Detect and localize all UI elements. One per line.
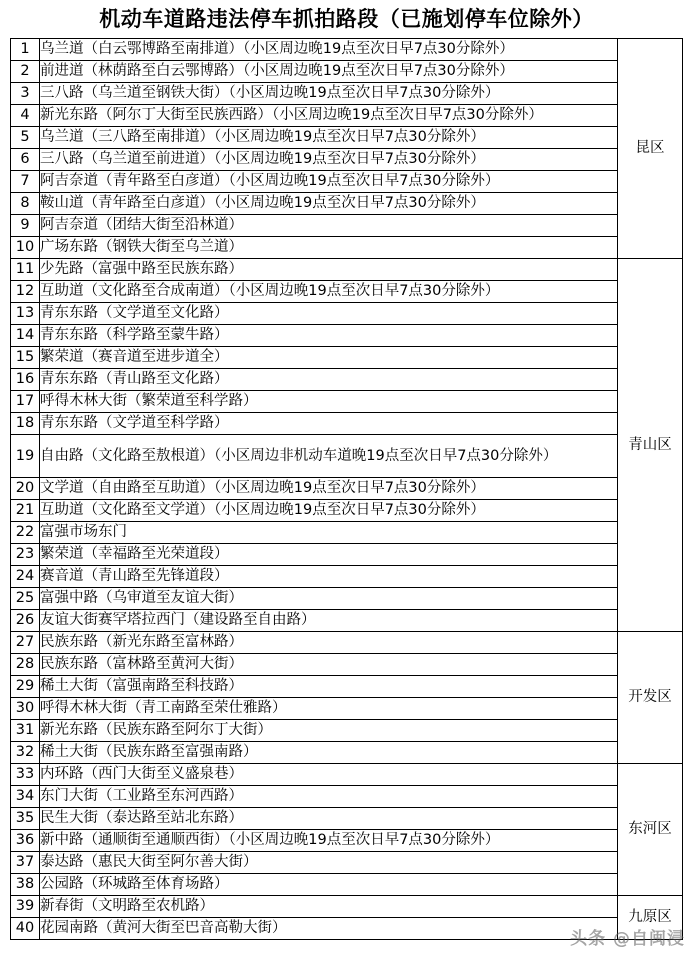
table-row [11,193,683,215]
row-index: 21 [11,500,40,522]
table-row [11,149,683,171]
row-index: 34 [11,786,40,808]
row-index: 16 [11,369,40,391]
row-index: 12 [11,281,40,303]
row-index: 25 [11,588,40,610]
road-segment-cell: 呼得木林大街（青工南路至荣仕雅路） [40,698,618,720]
row-index: 9 [11,215,40,237]
road-segment-cell: 三八路（乌兰道至前进道）（小区周边晚19点至次日早7点30分除外） [40,149,618,171]
table-row [11,852,683,874]
row-index: 1 [11,39,40,61]
region-cell: 东河区 [618,764,683,896]
road-segment-cell: 稀土大街（富强南路至科技路） [40,676,618,698]
road-segments-table [10,38,683,940]
row-index: 33 [11,764,40,786]
watermark: 头条 @自闽浸 [570,929,685,949]
road-segment-cell: 鞍山道（青年路至白彦道）（小区周边晚19点至次日早7点30分除外） [40,193,618,215]
table-row [11,830,683,852]
table-row [11,347,683,369]
road-segment-cell: 繁荣道（赛音道至进步道全） [40,347,618,369]
table-row [11,391,683,413]
table-row [11,544,683,566]
table-row [11,676,683,698]
road-segment-cell: 新光东路（阿尔丁大街至民族西路）（小区周边晚19点至次日早7点30分除外） [40,105,618,127]
table-row [11,61,683,83]
row-index: 18 [11,413,40,435]
row-index: 29 [11,676,40,698]
road-segment-cell: 新春街（文明路至农机路） [40,896,618,918]
road-segment-cell: 民族东路（新光东路至富林路） [40,632,618,654]
table-container [0,38,693,940]
table-row [11,478,683,500]
table-row [11,566,683,588]
road-segment-cell: 广场东路（钢铁大街至乌兰道） [40,237,618,259]
road-segment-cell: 公园路（环城路至体育场路） [40,874,618,896]
road-segment-cell: 青东东路（文学道至科学路） [40,413,618,435]
table-row [11,215,683,237]
region-cell: 开发区 [618,632,683,764]
region-cell: 昆区 [618,39,683,259]
row-index: 8 [11,193,40,215]
road-segment-cell: 前进道（林荫路至白云鄂博路）（小区周边晚19点至次日早7点30分除外） [40,61,618,83]
table-row [11,413,683,435]
road-segment-cell: 青东东路（青山路至文化路） [40,369,618,391]
row-index: 20 [11,478,40,500]
table-row [11,918,683,940]
table-row [11,303,683,325]
row-index: 37 [11,852,40,874]
table-row [11,610,683,632]
road-segment-cell: 友谊大街赛罕塔拉西门（建设路至自由路） [40,610,618,632]
row-index: 19 [11,435,40,478]
road-segment-cell: 互助道（文化路至合成南道）（小区周边晚19点至次日早7点30分除外） [40,281,618,303]
road-segment-cell: 文学道（自由路至互助道）（小区周边晚19点至次日早7点30分除外） [40,478,618,500]
road-segment-cell: 青东东路（科学路至蒙牛路） [40,325,618,347]
table-row [11,654,683,676]
road-segment-cell: 互助道（文化路至文学道）（小区周边晚19点至次日早7点30分除外） [40,500,618,522]
row-index: 5 [11,127,40,149]
page-title: 机动车道路违法停车抓拍路段（已施划停车位除外） [99,7,594,31]
row-index: 7 [11,171,40,193]
table-row [11,742,683,764]
table-row [11,764,683,786]
table-row [11,588,683,610]
row-index: 36 [11,830,40,852]
row-index: 39 [11,896,40,918]
table-row [11,698,683,720]
road-segment-cell: 阿吉奈道（团结大街至沿林道） [40,215,618,237]
region-cell: 青山区 [618,259,683,632]
row-index: 13 [11,303,40,325]
region-cell: 九原区 [618,896,683,940]
table-row [11,874,683,896]
table-row [11,808,683,830]
road-segment-cell: 富强市场东门 [40,522,618,544]
road-segment-cell: 花园南路（黄河大街至巴音高勒大街） [40,918,618,940]
row-index: 28 [11,654,40,676]
table-row [11,127,683,149]
row-index: 14 [11,325,40,347]
table-row [11,369,683,391]
table-row [11,325,683,347]
road-segment-cell: 赛音道（青山路至先锋道段） [40,566,618,588]
table-row [11,522,683,544]
row-index: 15 [11,347,40,369]
row-index: 27 [11,632,40,654]
road-segment-cell: 乌兰道（三八路至南排道）（小区周边晚19点至次日早7点30分除外） [40,127,618,149]
row-index: 3 [11,83,40,105]
road-segment-cell: 乌兰道（白云鄂博路至南排道）（小区周边晚19点至次日早7点30分除外） [40,39,618,61]
row-index: 23 [11,544,40,566]
row-index: 2 [11,61,40,83]
table-row [11,786,683,808]
road-segment-cell: 新光东路（民族东路至阿尔丁大街） [40,720,618,742]
road-segment-cell: 东门大街（工业路至东河西路） [40,786,618,808]
table-row [11,83,683,105]
table-row [11,632,683,654]
road-segment-cell: 民生大街（泰达路至站北东路） [40,808,618,830]
road-segment-cell: 三八路（乌兰道至钢铁大街）（小区周边晚19点至次日早7点30分除外） [40,83,618,105]
table-row [11,281,683,303]
table-row [11,500,683,522]
row-index: 4 [11,105,40,127]
table-row [11,171,683,193]
row-index: 22 [11,522,40,544]
row-index: 24 [11,566,40,588]
row-index: 40 [11,918,40,940]
table-row [11,105,683,127]
row-index: 26 [11,610,40,632]
road-segment-cell: 民族东路（富林路至黄河大街） [40,654,618,676]
road-segment-cell: 繁荣道（幸福路至光荣道段） [40,544,618,566]
table-row [11,720,683,742]
row-index: 31 [11,720,40,742]
table-row [11,435,683,478]
road-segment-cell: 内环路（西门大街至义盛泉巷） [40,764,618,786]
row-index: 38 [11,874,40,896]
table-row [11,259,683,281]
table-row [11,237,683,259]
row-index: 10 [11,237,40,259]
road-segment-cell: 呼得木林大街（繁荣道至科学路） [40,391,618,413]
road-segment-cell: 少先路（富强中路至民族东路） [40,259,618,281]
road-segment-cell: 阿吉奈道（青年路至白彦道）（小区周边晚19点至次日早7点30分除外） [40,171,618,193]
row-index: 6 [11,149,40,171]
row-index: 30 [11,698,40,720]
road-segment-cell: 富强中路（乌审道至友谊大街） [40,588,618,610]
road-segment-cell: 青东东路（文学道至文化路） [40,303,618,325]
row-index: 11 [11,259,40,281]
road-segment-cell: 新中路（通顺街至通顺西街）（小区周边晚19点至次日早7点30分除外） [40,830,618,852]
road-segment-cell: 自由路（文化路至敖根道）（小区周边非机动车道晚19点至次日早7点30分除外） [40,435,618,478]
row-index: 17 [11,391,40,413]
road-segment-cell: 泰达路（惠民大街至阿尔善大街） [40,852,618,874]
row-index: 32 [11,742,40,764]
table-body [11,39,683,940]
road-segment-cell: 稀土大街（民族东路至富强南路） [40,742,618,764]
table-row [11,896,683,918]
table-row [11,39,683,61]
row-index: 35 [11,808,40,830]
